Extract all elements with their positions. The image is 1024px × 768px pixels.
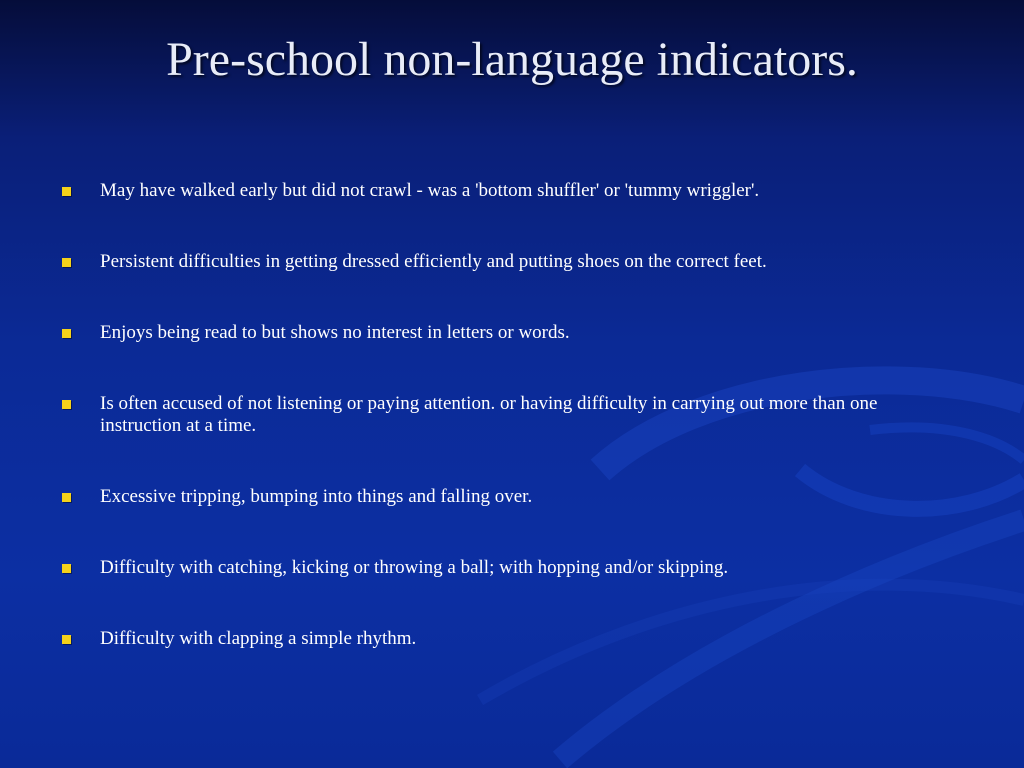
- square-bullet-icon: [62, 258, 71, 267]
- square-bullet-icon: [62, 329, 71, 338]
- bullet-item: [62, 557, 942, 579]
- bullet-text: May have walked early but did not crawl - was a 'bottom shuffler' or 'tummy wriggler'.: [100, 180, 760, 201]
- square-bullet-icon: [62, 635, 71, 644]
- bullet-text: Persistent difficulties in getting dressed efficiently and putting shoes on the correct feet.: [100, 251, 767, 272]
- slide-title: Pre-school non-language indicators.: [166, 33, 858, 86]
- bullet-text: Enjoys being read to but shows no interest in letters or words.: [100, 322, 570, 343]
- bullet-item: [62, 393, 942, 437]
- bullet-list: [62, 180, 942, 699]
- bullet-text: Difficulty with clapping a simple rhythm.: [100, 628, 417, 649]
- square-bullet-icon: [62, 400, 71, 409]
- bullet-item: [62, 322, 942, 344]
- square-bullet-icon: [62, 493, 71, 502]
- bullet-item: [62, 180, 942, 202]
- square-bullet-icon: [62, 564, 71, 573]
- square-bullet-icon: [62, 187, 71, 196]
- bullet-text: Difficulty with catching, kicking or throwing a ball; with hopping and/or skipping.: [100, 557, 729, 578]
- bullet-item: [62, 486, 942, 508]
- bullet-text: Excessive tripping, bumping into things and falling over.: [100, 486, 533, 507]
- bullet-text: Is often accused of not listening or paying attention. or having difficulty in carrying out more than one instruction at a time.: [100, 393, 878, 436]
- bullet-item: [62, 628, 942, 650]
- bullet-item: [62, 251, 942, 273]
